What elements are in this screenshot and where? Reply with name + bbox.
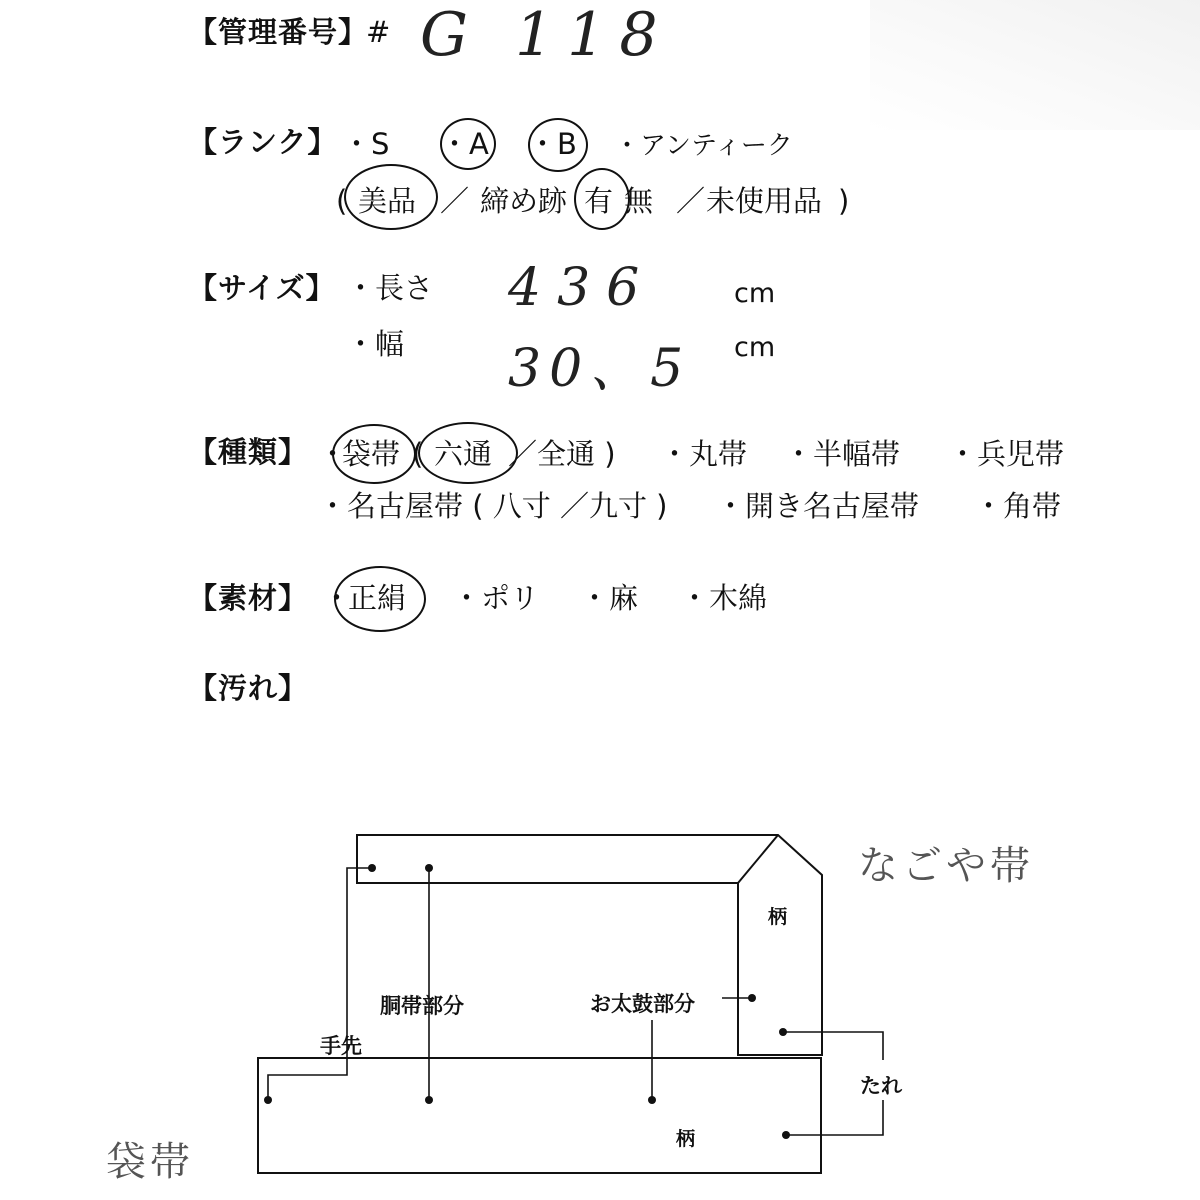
material-bullet: ・ (322, 581, 352, 615)
material-poly: ・ポリ (452, 581, 540, 615)
type-zentsu: ／全通 ) (508, 437, 616, 471)
rank-option-s: ・S (342, 127, 390, 161)
fukuro-pattern-label: 柄 (676, 1128, 696, 1150)
material-label: 【素材】 (188, 581, 309, 615)
size-label: 【サイズ】 (188, 271, 336, 305)
condition-mint: 美品 (358, 184, 417, 218)
nagoya-fold-line (738, 835, 778, 883)
condition-yes: 有 (584, 184, 614, 218)
type-label: 【種類】 (188, 435, 309, 469)
leader-lines (268, 868, 883, 1135)
size-length-value: 436 (508, 258, 656, 318)
body-part-label: 胴帯部分 (380, 994, 464, 1018)
condition-close-paren: ) (838, 184, 850, 218)
condition-open-paren: ( (336, 184, 348, 218)
size-width-label: ・幅 (346, 327, 405, 361)
type-maru: ・丸帯 (660, 437, 748, 471)
type-open-paren: ( (412, 437, 424, 471)
marker-dots (264, 864, 790, 1139)
otaiko-part-label: お太鼓部分 (590, 992, 695, 1016)
rank-option-a: ・A (440, 127, 489, 161)
type-heko: ・兵児帯 (948, 437, 1065, 471)
management-label: 【管理番号】 (188, 15, 369, 49)
type-rokutsu: 六通 (434, 437, 493, 471)
rank-label: 【ランク】 (188, 125, 338, 159)
size-length-unit: cm (734, 278, 776, 309)
material-silk: 正絹 (348, 581, 407, 615)
size-width-value: 30、5 (508, 339, 692, 399)
stain-label: 【汚れ】 (188, 671, 309, 705)
size-length-label: ・長さ (346, 271, 434, 305)
nagoya-pattern-label: 柄 (768, 906, 788, 928)
type-bullet: ・ (318, 437, 348, 471)
material-linen: ・麻 (580, 581, 639, 615)
rank-option-b: ・B (528, 127, 577, 161)
condition-slash-1: ／ (440, 184, 470, 218)
rank-option-antique: ・アンティーク (614, 131, 793, 161)
condition-tighten-mark: 締め跡 (480, 184, 568, 218)
type-kaku: ・角帯 (974, 489, 1062, 523)
type-hiraki-nagoya: ・開き名古屋帯 (716, 489, 920, 523)
type-nagoya: ・名古屋帯 ( 八寸 ／九寸 ) (318, 489, 668, 523)
type-fukuro: 袋帯 (342, 437, 401, 471)
type-hanhaba: ・半幅帯 (784, 437, 901, 471)
tesaki-label: 手先 (320, 1034, 362, 1058)
size-width-unit: cm (734, 332, 776, 363)
condition-unused: 未使用品 (706, 184, 823, 218)
material-cotton: ・木綿 (680, 581, 768, 615)
fukuro-obi-title: 袋帯 (106, 1139, 194, 1185)
management-hash: # (366, 15, 391, 49)
condition-no: 無 (624, 184, 654, 218)
condition-slash-2: ／ (676, 184, 706, 218)
nagoya-obi-title: なごや帯 (858, 843, 1034, 889)
tare-label: たれ (860, 1074, 902, 1098)
management-number: G 118 (420, 0, 672, 70)
